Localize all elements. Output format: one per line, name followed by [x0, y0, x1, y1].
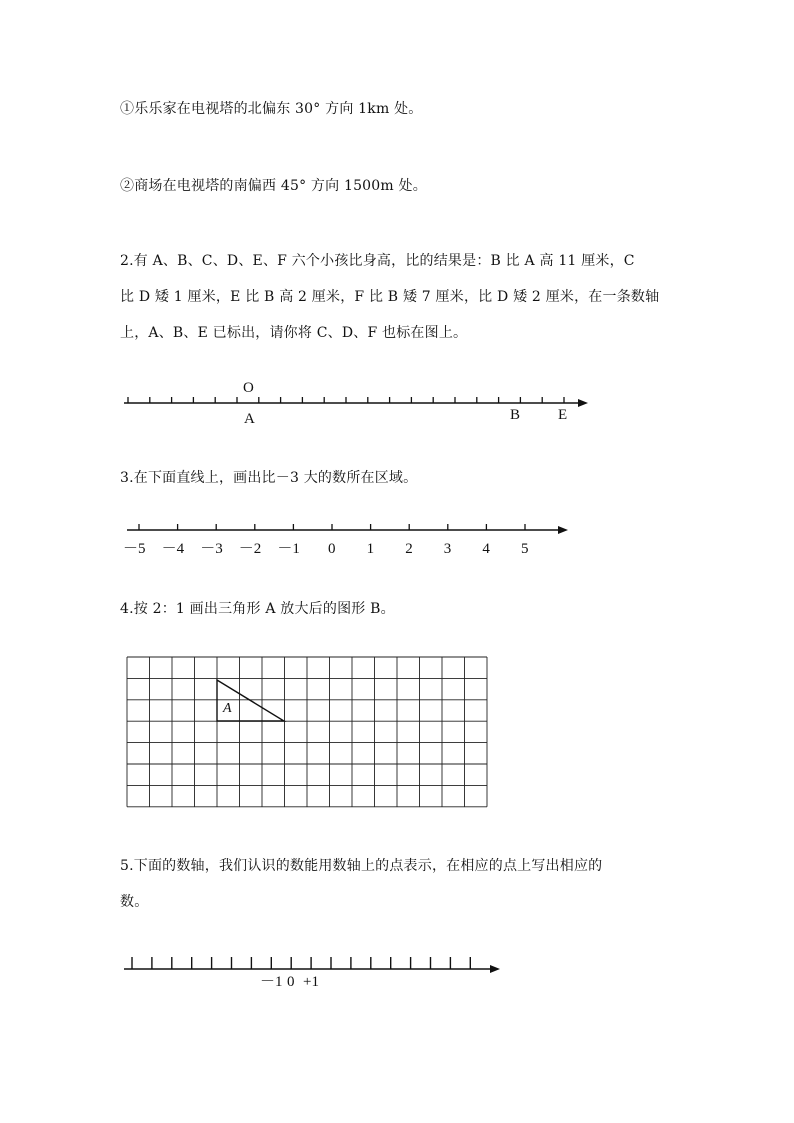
tick-label: －3: [200, 541, 223, 557]
label-B: B: [510, 407, 521, 423]
question-4: 4.按 2：1 画出三角形 A 放大后的图形 B。: [120, 601, 395, 617]
label-A: A: [244, 411, 255, 427]
question-2-line-1: 2.有 A、B、C、D、E、F 六个小孩比身高，比的结果是：B 比 A 高 11 厘米，C: [120, 253, 635, 269]
text-line-2: ②商场在电视塔的南偏西 45° 方向 1500m 处。: [120, 178, 427, 194]
text-line-1: ①乐乐家在电视塔的北偏东 30° 方向 1km 处。: [120, 101, 423, 117]
tick-label: －1: [277, 541, 300, 557]
tick-label: 5: [521, 541, 529, 557]
tick-label: －2: [238, 541, 262, 557]
label-O: O: [243, 380, 254, 396]
question-5-line-2: 数。: [120, 894, 149, 910]
question-2-line-2: 比 D 矮 1 厘米，E 比 B 高 2 厘米，F 比 B 矮 7 厘米，比 D 矮 2 厘米，在一条数轴: [120, 289, 660, 305]
question-3: 3.在下面直线上，画出比－3 大的数所在区域。: [120, 470, 418, 486]
tick-label: 4: [482, 541, 490, 557]
tick-label: 1: [366, 541, 375, 557]
number-line-3-ticks: [132, 957, 470, 969]
label-minus-1: －1: [260, 974, 283, 990]
tick-label: 2: [405, 541, 413, 557]
label-plus-1: +1: [303, 974, 319, 990]
tick-label: －4: [161, 541, 185, 557]
question-5-line-1: 5.下面的数轴，我们认识的数能用数轴上的点表示，在相应的点上写出相应的: [120, 858, 603, 874]
tick-label: 3: [443, 541, 452, 557]
tick-label: 0: [328, 541, 336, 557]
question-2-line-3: 上，A、B、E 已标出，请你将 C、D、F 也标在图上。: [120, 325, 468, 341]
label-0: 0: [287, 974, 295, 990]
tick-label: －5: [123, 541, 146, 557]
label-E: E: [558, 407, 568, 423]
triangle-label-A: A: [223, 701, 232, 716]
